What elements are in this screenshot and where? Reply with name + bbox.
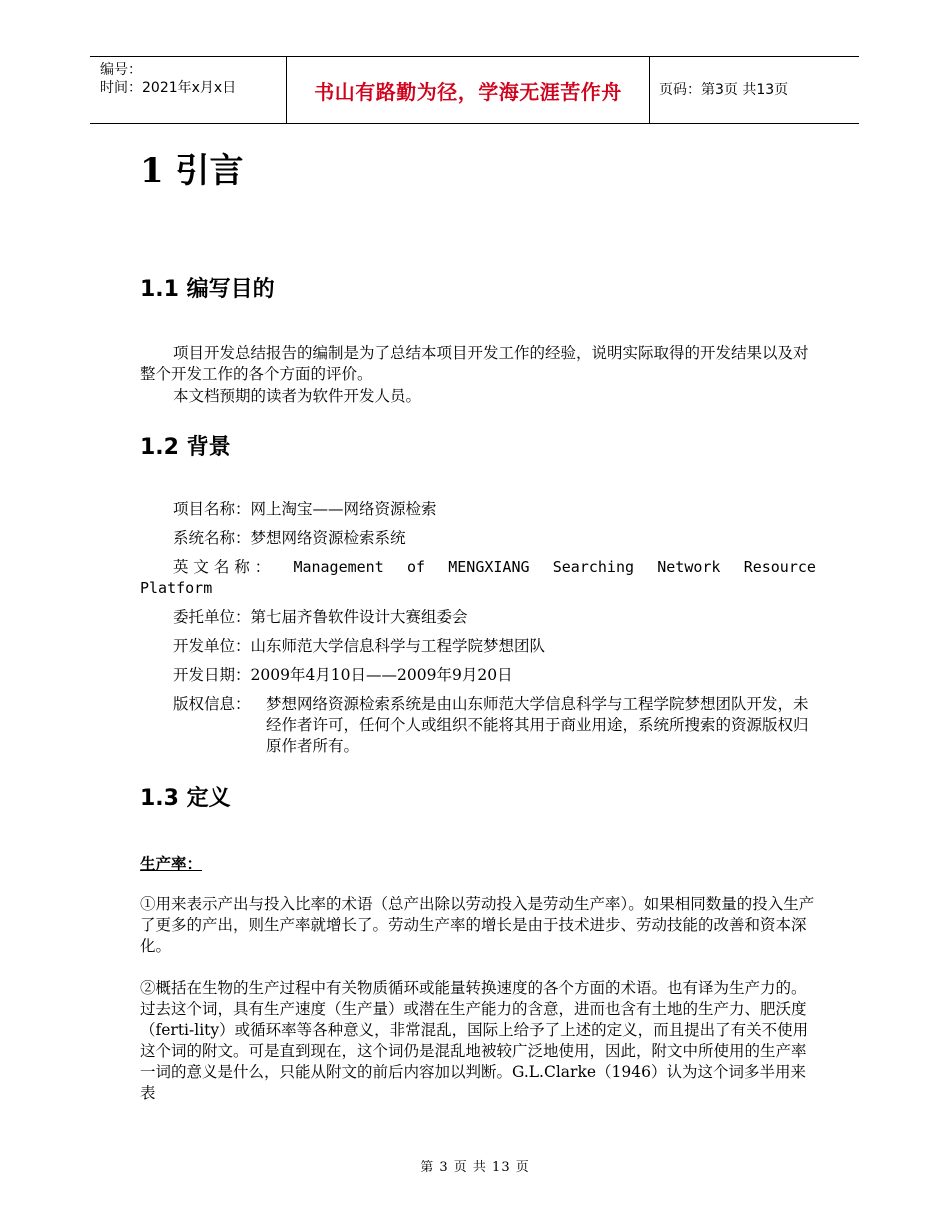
header-motto-cell — [286, 57, 650, 123]
english-name — [140, 557, 816, 599]
english-word: Searching — [552, 558, 635, 576]
system-name: 系统名称：梦想网络资源检索系统 — [173, 529, 406, 547]
term-productivity: 生产率： — [140, 855, 203, 873]
english-word: of — [406, 558, 426, 576]
english-name-line — [140, 557, 816, 578]
page-footer: 第 3 页 共 13 页 — [420, 1160, 530, 1175]
copyright-label: 版权信息： — [173, 695, 251, 713]
client-org: 委托单位：第七届齐鲁软件设计大赛组委会 — [173, 608, 468, 626]
definition-2: ②概括在生物的生产过程中有关物质循环或能量转换速度的各个方面的术语。也有译为生产力的。过去这个词，具有生产速度（生产量）或潜在生产能力的含意，进而也含有土地的生产力、肥沃度（ferti-lity）或循环率等各种意义，非常混乱，国际上给予了上述的定义，而且提出了有关不使用这个词的附文。可是直到现在，这个词仍是混乱地被较广泛地使用，因此，附文中所使用的生产率一词的意义是什么，只能从附文的前后内容加以判断。G.L.Clarke（1946）认为这个词多半用来表 — [140, 979, 809, 1102]
project-name: 项目名称：网上淘宝——网络资源检索 — [173, 500, 437, 518]
development-date: 开发日期：2009年4月10日——2009年9月20日 — [173, 666, 513, 684]
document-number: 编号： — [100, 62, 142, 78]
section-heading-1-3: 1.3 定义 — [140, 786, 231, 811]
english-word: Management — [293, 558, 384, 576]
document-time: 时间：2021年x月x日 — [100, 80, 237, 96]
section-heading-1-1: 1.1 编写目的 — [140, 277, 275, 302]
header-meta-cell — [90, 57, 286, 123]
copyright-info — [173, 694, 823, 757]
english-name-label: 英 文 名 称 ： — [173, 558, 271, 576]
developer-org: 开发单位：山东师范大学信息科学与工程学院梦想团队 — [173, 637, 546, 655]
page-header — [90, 56, 859, 124]
motto: 书山有路勤为径，学海无涯苦作舟 — [314, 79, 622, 104]
english-word: MENGXIANG — [448, 558, 530, 576]
page-info: 页码：第3页 共13页 — [659, 82, 789, 98]
section-heading-1-2: 1.2 背景 — [140, 435, 231, 460]
copyright-text: 梦想网络资源检索系统是由山东师范大学信息科学与工程学院梦想团队开发，未经作者许可，任何个人或组织不能将其用于商业用途，系统所搜索的资源版权归原作者所有。 — [266, 695, 809, 755]
audience-paragraph: 本文档预期的读者为软件开发人员。 — [173, 387, 422, 405]
english-word: Network — [657, 558, 721, 576]
definition-1: ①用来表示产出与投入比率的术语（总产出除以劳动投入是劳动生产率）。如果相同数量的投入生产了更多的产出，则生产率就增长了。劳动生产率的增长是由于技术进步、劳动技能的改善和资本深化。 — [140, 895, 815, 955]
english-word: Resource — [743, 558, 816, 576]
chapter-heading: 1 引言 — [140, 151, 244, 191]
english-name-tail: Platform — [140, 579, 213, 597]
purpose-paragraph: 项目开发总结报告的编制是为了总结本项目开发工作的经验，说明实际取得的开发结果以及对整个开发工作的各个方面的评价。 — [140, 344, 809, 383]
header-page-cell — [649, 57, 859, 123]
